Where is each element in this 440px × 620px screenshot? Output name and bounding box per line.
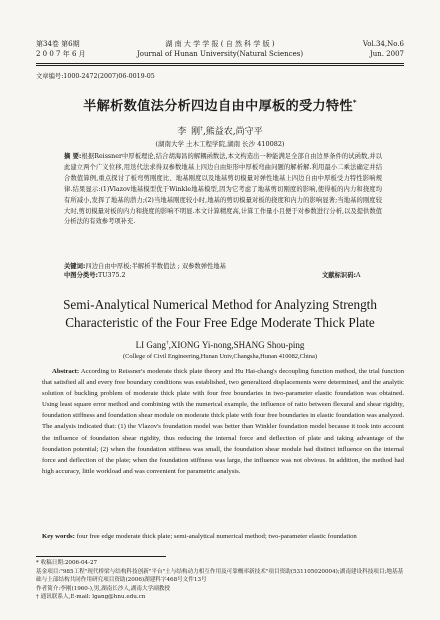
abstract-text-cn: 根据Reissner中厚板理论,结合胡海昌的解耦函数法,本文构造出一种能满足全部自由边界条件的试函数,并以此建立两个广义位移,用迭代法求得双参数地基上四边自由矩形中厚板弯曲问题的解析解.利用最小二乘法确定并结合数值算例,重点探讨了板弯剪刚度比、地基刚度以及地基剪切模量对弹性地基上四边自由中厚板受力特性影响规律.结果显示:(1)Vlazov地基模型优于Winkle地基模型,因为它考虑了地基剪切刚度的影响,使得板的内力和挠度均有所减小,发挥了地基的潜力;(2)当地基刚度较小时,地基的剪切模量对板的挠度和内力的影响显著;当地基的刚度较大时,剪切模量对板的内力和挠度的影响不明显.本文计算精度高,计算工作量小且便于对参数进行分析,以及提供数值分析法的有效参考项补充. bbox=[64, 153, 382, 226]
document-code bbox=[322, 271, 361, 281]
journal-name-cn: 湖 南 大 学 学 报 ( 自 然 科 学 版 ) bbox=[165, 40, 275, 48]
journal-name-en: Journal of Hunan University(Natural Sciences) bbox=[136, 49, 304, 58]
footnotes bbox=[36, 559, 404, 602]
document-code-value: A bbox=[356, 272, 361, 279]
class-number: TU375.2 bbox=[98, 272, 126, 279]
document-code-label: 文献标识码: bbox=[322, 272, 357, 279]
footnote-author-bio: 作者简介:李刚(1960-),男,湖南长沙人,湖南大学副教授 bbox=[36, 585, 170, 592]
abstract-label-en: Abstract: bbox=[52, 368, 80, 375]
chinese-abstract bbox=[64, 152, 382, 228]
abstract-label-cn: 摘 要: bbox=[64, 153, 82, 160]
keywords-text-en: four free edge moderate thick plate; semi-analytical numerical method; two-parameter elastic foundation bbox=[76, 533, 357, 540]
corresponding-mark-en: † bbox=[165, 340, 169, 346]
english-keywords bbox=[42, 532, 404, 542]
volume-issue-en: Vol.34,No.6 bbox=[362, 40, 404, 48]
first-author: 李 刚 bbox=[177, 127, 201, 137]
abstract-text-en: According to Reissner's moderate thick plate theory and Hu Hai-chang's decoupling function method, the trial function that satisfied all and every free boundary conditions was established, two generalized displacements were determined, and the analytic solution of buckling problem of moderate thick plate with four free boundaries in two-parameter elastic foundation was obtained. Using least square error method and combining with the numerical example, the influence of ratio between flexural and shear rigidity, foundation stiffness and foundation shear module on moderate thick plate with four free boundaries in elastic foundation was analyzed. The analysis indicated that: (1) the Vlazov's foundation model was better than Winkler foundation model because it took into account the influence of foundation shear rigidity, thus reducing the internal force and deflection of plate and taking advantage of the foundation potential; (2) when the foundation stiffness was small, the foundation shear module had distinct influence on the internal force and deflection of the plate; when the foundation stiffness was large, the influence was not obvious. In addition, the method had high accuracy, little workload and was convenient for parametric analysis. bbox=[42, 368, 404, 475]
chinese-title bbox=[20, 95, 420, 114]
issue-date: 2 0 0 7 年 6 月 bbox=[36, 49, 86, 58]
issue-info-en bbox=[363, 40, 404, 59]
class-number-label: 中图分类号: bbox=[64, 272, 99, 279]
footnote-funding: 基金项目:"985工程"现代桥梁与结构科技创新"平台"土与结构动力相互作用及可靠概率新技术"项目资助(531105020004);湖南建设科技项目;地基基础与上部结构共同作用研究项目资助(2006)湖建科字468号文件13号 bbox=[36, 568, 404, 584]
chinese-title-text: 半解析数值法分析四边自由中厚板的受力特性 bbox=[83, 99, 353, 114]
classification-line bbox=[64, 271, 382, 281]
chinese-authors bbox=[0, 124, 440, 137]
keywords-text-cn: 四边自由中厚板;半解析半数值法 ; 双参数弹性地基 bbox=[85, 263, 226, 270]
keywords-label-en: Key words: bbox=[42, 533, 75, 540]
header-rule-thin bbox=[36, 65, 404, 66]
footnote-rule bbox=[36, 556, 166, 557]
english-title-line-2: Characteristic of the Four Free Edge Moderate Thick Plate bbox=[65, 315, 375, 330]
article-id: 文章编号:1000-2472(2007)06-0019-05 bbox=[36, 73, 155, 80]
english-authors bbox=[0, 340, 440, 350]
header-rule bbox=[36, 63, 404, 64]
english-title bbox=[20, 296, 420, 332]
co-authors: ,熊益农,尚守平 bbox=[202, 127, 263, 137]
issue-date-en: Jun. 2007 bbox=[369, 49, 404, 58]
first-author-en: LI Gang bbox=[135, 340, 166, 350]
co-authors-en: ,XIONG Yi-nong,SHANG Shou-ping bbox=[168, 340, 305, 350]
volume-issue: 第34卷 第6期 bbox=[36, 40, 80, 48]
footnote-email: † 通讯联系人,E-mail: lgang@hnu.edu.cn bbox=[36, 594, 146, 601]
english-affiliation: (College of Civil Engineering,Hunan Univ,Changsha,Hunan 410082,China) bbox=[123, 353, 317, 360]
title-footnote-mark: * bbox=[352, 98, 357, 107]
footnote-received: * 收稿日期:2006-04-27 bbox=[36, 560, 98, 566]
english-abstract bbox=[42, 366, 404, 477]
english-title-line-1: Semi-Analytical Numerical Method for Analyzing Strength bbox=[63, 297, 377, 312]
corresponding-mark: † bbox=[200, 126, 203, 132]
chinese-affiliation: (湖南大学 土木工程学院,湖南 长沙 410082) bbox=[155, 140, 285, 148]
journal-name bbox=[36, 40, 404, 59]
keywords-label-cn: 关键词: bbox=[64, 263, 86, 270]
